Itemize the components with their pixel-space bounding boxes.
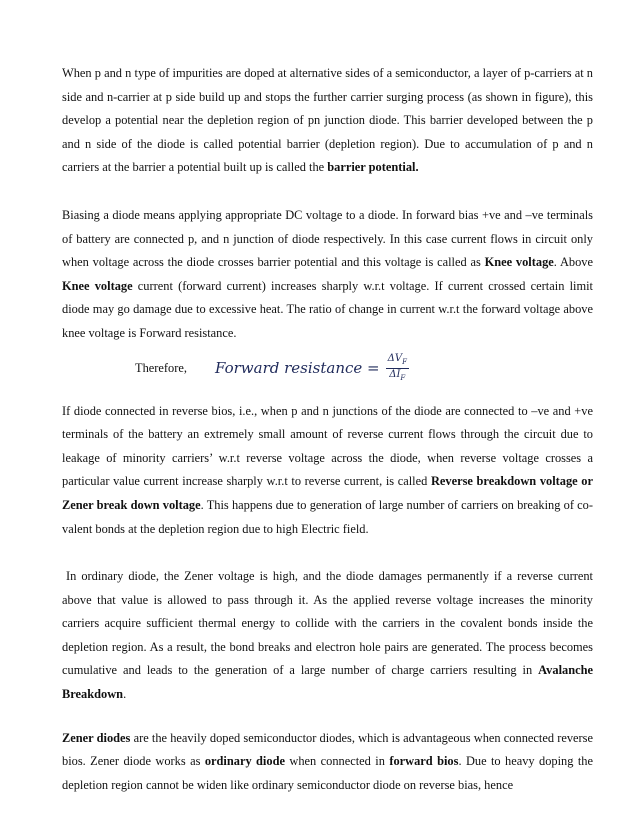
text-span: when connected in (284, 754, 390, 769)
text-span: . This happens due to generation of large number of carriers on breaking of co-valent bonds at the depletion region due to high Electric field. (62, 497, 593, 536)
bold-term-reverse-breakdown: Reverse breakdown voltage or Zener break down voltage (62, 474, 593, 512)
document-page (62, 62, 593, 797)
bold-term-knee-voltage: Knee voltage (484, 255, 554, 270)
paragraph-reverse-bias (62, 400, 593, 542)
text-span: In ordinary diode, the Zener voltage is high, and the diode damages permanently if a reverse current above that value is allowed to pass through it. As the applied reverse voltage increases the minority carriers acquire sufficient thermal energy to collide with the carriers in the covalent bonds inside the depletion region. As a result, the bond breaks and electron hole pairs are generated. The process becomes cumulative and leads to the generation of a large number of charge carriers resulting in (62, 569, 593, 678)
text-span: are the heavily doped semiconductor diodes, which is advantageous when connected reverse bios. Zener diode works as (62, 730, 593, 769)
formula-fraction (386, 353, 409, 384)
formula-label: Therefore, (135, 360, 187, 375)
bold-term-forward-bios: forward bios (389, 754, 459, 769)
formula-row (62, 348, 593, 390)
text-span: Biasing a diode means applying appropriate DC voltage to a diode. In forward bias +ve and –ve terminals of battery are connected p, and n junction of diode respectively. In this case current flows in circuit only when voltage across the diode crosses barrier potential and this voltage is called as (62, 207, 593, 270)
bold-term-ordinary-diode: ordinary diode (204, 754, 285, 769)
formula-numerator: $\Delta V_F$ (386, 353, 409, 369)
text-span: . Above (553, 255, 594, 270)
bold-term-zener-diodes: Zener diodes (62, 730, 131, 745)
bold-term-knee-voltage-2: Knee voltage (62, 278, 133, 293)
bold-term-barrier-potential: barrier potential. (327, 160, 419, 175)
text-span: If diode connected in reverse bios, i.e., when p and n junctions of the diode are connected to –ve and +ve terminals of the battery an extremely small amount of reverse current flows through the circuit due to leakage of minority carriers’ w.r.t reverse voltage across the diode, when reverse voltage crosses a particular value current increase sharply w.r.t to reverse current, is called (62, 403, 593, 489)
formula-lhs: Forward resistance = (215, 358, 380, 377)
formula-denominator: $\Delta I_F$ (389, 369, 406, 383)
paragraph-biasing (62, 204, 593, 346)
paragraph-zener-diodes (62, 727, 593, 798)
bold-term-avalanche-breakdown: Avalanche Breakdown (62, 663, 593, 702)
forward-resistance-formula (215, 353, 409, 384)
text-span: . (123, 687, 127, 702)
text-span: When p and n type of impurities are doped at alternative sides of a semiconductor, a layer of p-carriers at n side and n-carrier at p side build up and stops the further carrier surging process (as shown in figure), this develop a potential near the depletion region of pn junction diode. This barrier developed between the p and n side of the diode is called potential barrier (depletion region). Due to accumulation of p and n carriers at the barrier a potential built up is called the (62, 66, 593, 175)
paragraph-barrier-potential (62, 62, 593, 180)
text-span: current (forward current) increases sharply w.r.t voltage. If current crossed certain limit diode may go damage due to excessive heat. The ratio of change in current w.r.t the forward voltage above knee voltage is Forward resistance. (62, 278, 593, 340)
paragraph-avalanche (62, 565, 593, 707)
text-span: . Due to heavy doping the depletion region cannot be widen like ordinary semiconductor diode on reverse bias, hence (62, 754, 593, 792)
